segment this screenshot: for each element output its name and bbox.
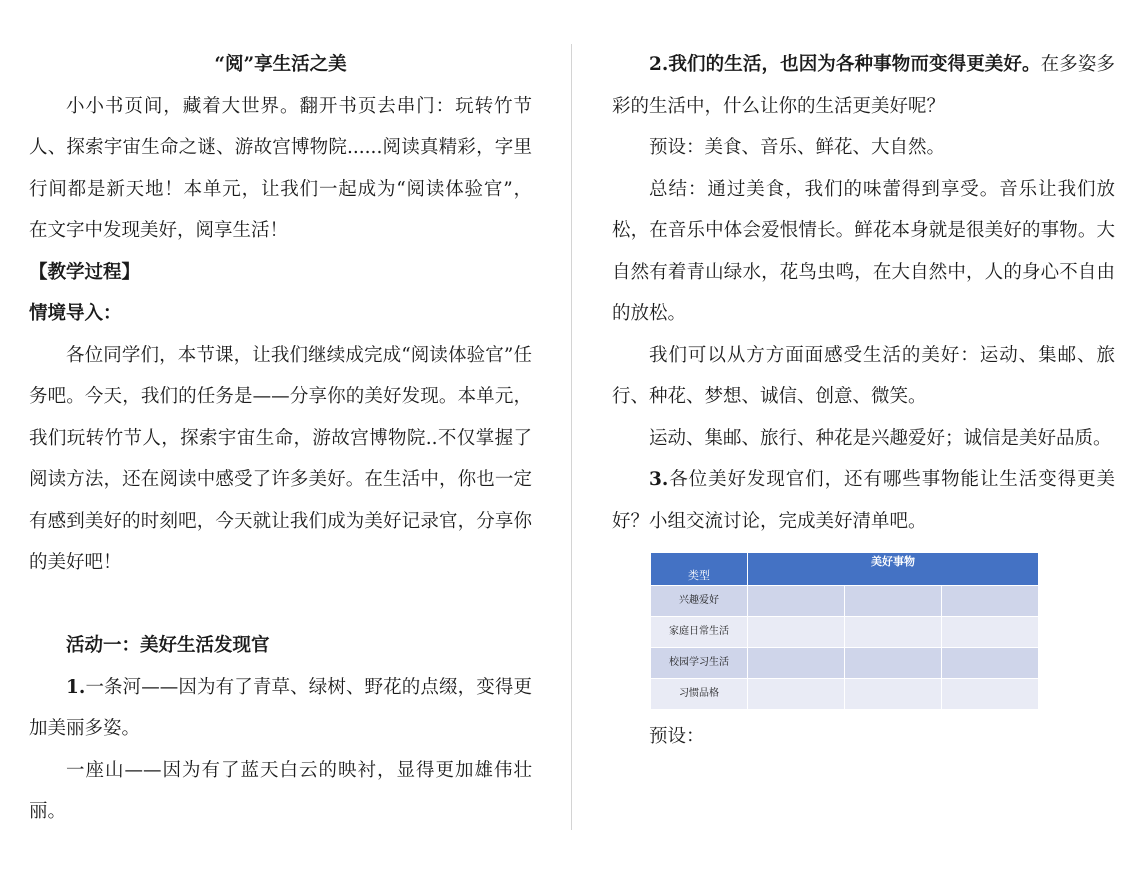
beauty-list-table — [650, 552, 1039, 710]
table-cell[interactable] — [748, 617, 845, 648]
item-3-number: 3. — [649, 469, 669, 490]
summary-paragraph: 总结：通过美食，我们的味蕾得到享受。音乐让我们放松，在音乐中体会爱恨情长。鲜花本身就是很美好的事物。大自然有着青山绿水，花鸟虫鸣，在大自然中，人的身心不自由的放松。 — [612, 178, 1115, 324]
item-3-text: 各位美好发现官们，还有哪些事物能让生活变得更美好？小组交流讨论，完成美好清单吧。 — [612, 469, 1115, 532]
table-row — [651, 648, 1039, 679]
item-1-text: 一条河——因为有了青草、绿树、野花的点缀，变得更加美丽多姿。 — [29, 676, 532, 739]
item-1-continued: 一座山——因为有了蓝天白云的映衬，显得更加雄伟壮丽。 — [29, 759, 532, 822]
table-row — [651, 586, 1039, 617]
table-row-label: 校园学习生活 — [651, 648, 748, 679]
activity-heading: 活动一：美好生活发现官 — [66, 635, 270, 656]
section-heading: 【教学过程】 — [29, 261, 141, 283]
beauty-list-table-wrapper — [650, 552, 1038, 710]
column-divider — [571, 44, 572, 830]
table-header-row — [651, 553, 1039, 586]
table-cell[interactable] — [748, 648, 845, 679]
table-cell[interactable] — [942, 586, 1039, 617]
situation-paragraph: 各位同学们，本节课，让我们继续成完成“阅读体验官”任务吧。今天，我们的任务是——分享你的美好发现。本单元，我们玩转竹节人，探索宇宙生命，游故宫博物院..不仅掌握了阅读方法，还在阅读中感受了许多美好。在生活中，你也一定有感到美好的时刻吧，今天就让我们成为美好记录官，分享你的美好吧！ — [29, 344, 532, 573]
preset-2: 预设： — [649, 726, 705, 747]
table-header-things: 美好事物 — [748, 553, 1039, 586]
table-cell[interactable] — [845, 617, 942, 648]
table-cell[interactable] — [845, 586, 942, 617]
table-row-label: 习惯品格 — [651, 679, 748, 710]
document-title: “阅”享生活之美 — [214, 54, 347, 75]
table-cell[interactable] — [942, 617, 1039, 648]
intro-paragraph: 小小书页间，藏着大世界。翻开书页去串门：玩转竹节人、探索宇宙生命之谜、游故宫博物院......阅读真精彩，字里行间都是新天地！本单元，让我们一起成为“阅读体验官”， 在文字中发现美好，阅享生活！ — [29, 95, 532, 241]
table-cell[interactable] — [748, 586, 845, 617]
table-header-type: 类型 — [651, 553, 748, 586]
left-column — [29, 44, 532, 833]
table-cell[interactable] — [748, 679, 845, 710]
table-row — [651, 617, 1039, 648]
item-1-paragraph — [29, 667, 532, 750]
preset-1: 预设：美食、音乐、鲜花、大自然。 — [649, 137, 946, 158]
situation-heading: 情境导入： — [29, 303, 122, 324]
aspects-paragraph: 我们可以从方方面面感受生活的美好：运动、集邮、旅行、种花、梦想、诚信、创意、微笑。 — [612, 344, 1115, 407]
item-1-number: 1. — [66, 676, 86, 698]
table-cell[interactable] — [942, 679, 1039, 710]
table-row-label: 家庭日常生活 — [651, 617, 748, 648]
item-2-text: 在多姿多彩的生活中，什么让你的生活更美好呢？ — [612, 54, 1115, 117]
table-cell[interactable] — [845, 648, 942, 679]
right-column — [612, 44, 1115, 758]
item-2-bold: 2.我们的生活，也因为各种事物而变得更美好。 — [649, 54, 1041, 75]
item-2-paragraph — [612, 44, 1115, 127]
item-3-paragraph — [612, 459, 1115, 542]
table-row — [651, 679, 1039, 710]
table-cell[interactable] — [942, 648, 1039, 679]
classify-paragraph: 运动、集邮、旅行、种花是兴趣爱好；诚信是美好品质。 — [649, 427, 1112, 449]
table-row-label: 兴趣爱好 — [651, 586, 748, 617]
spacer — [29, 584, 532, 626]
table-cell[interactable] — [845, 679, 942, 710]
